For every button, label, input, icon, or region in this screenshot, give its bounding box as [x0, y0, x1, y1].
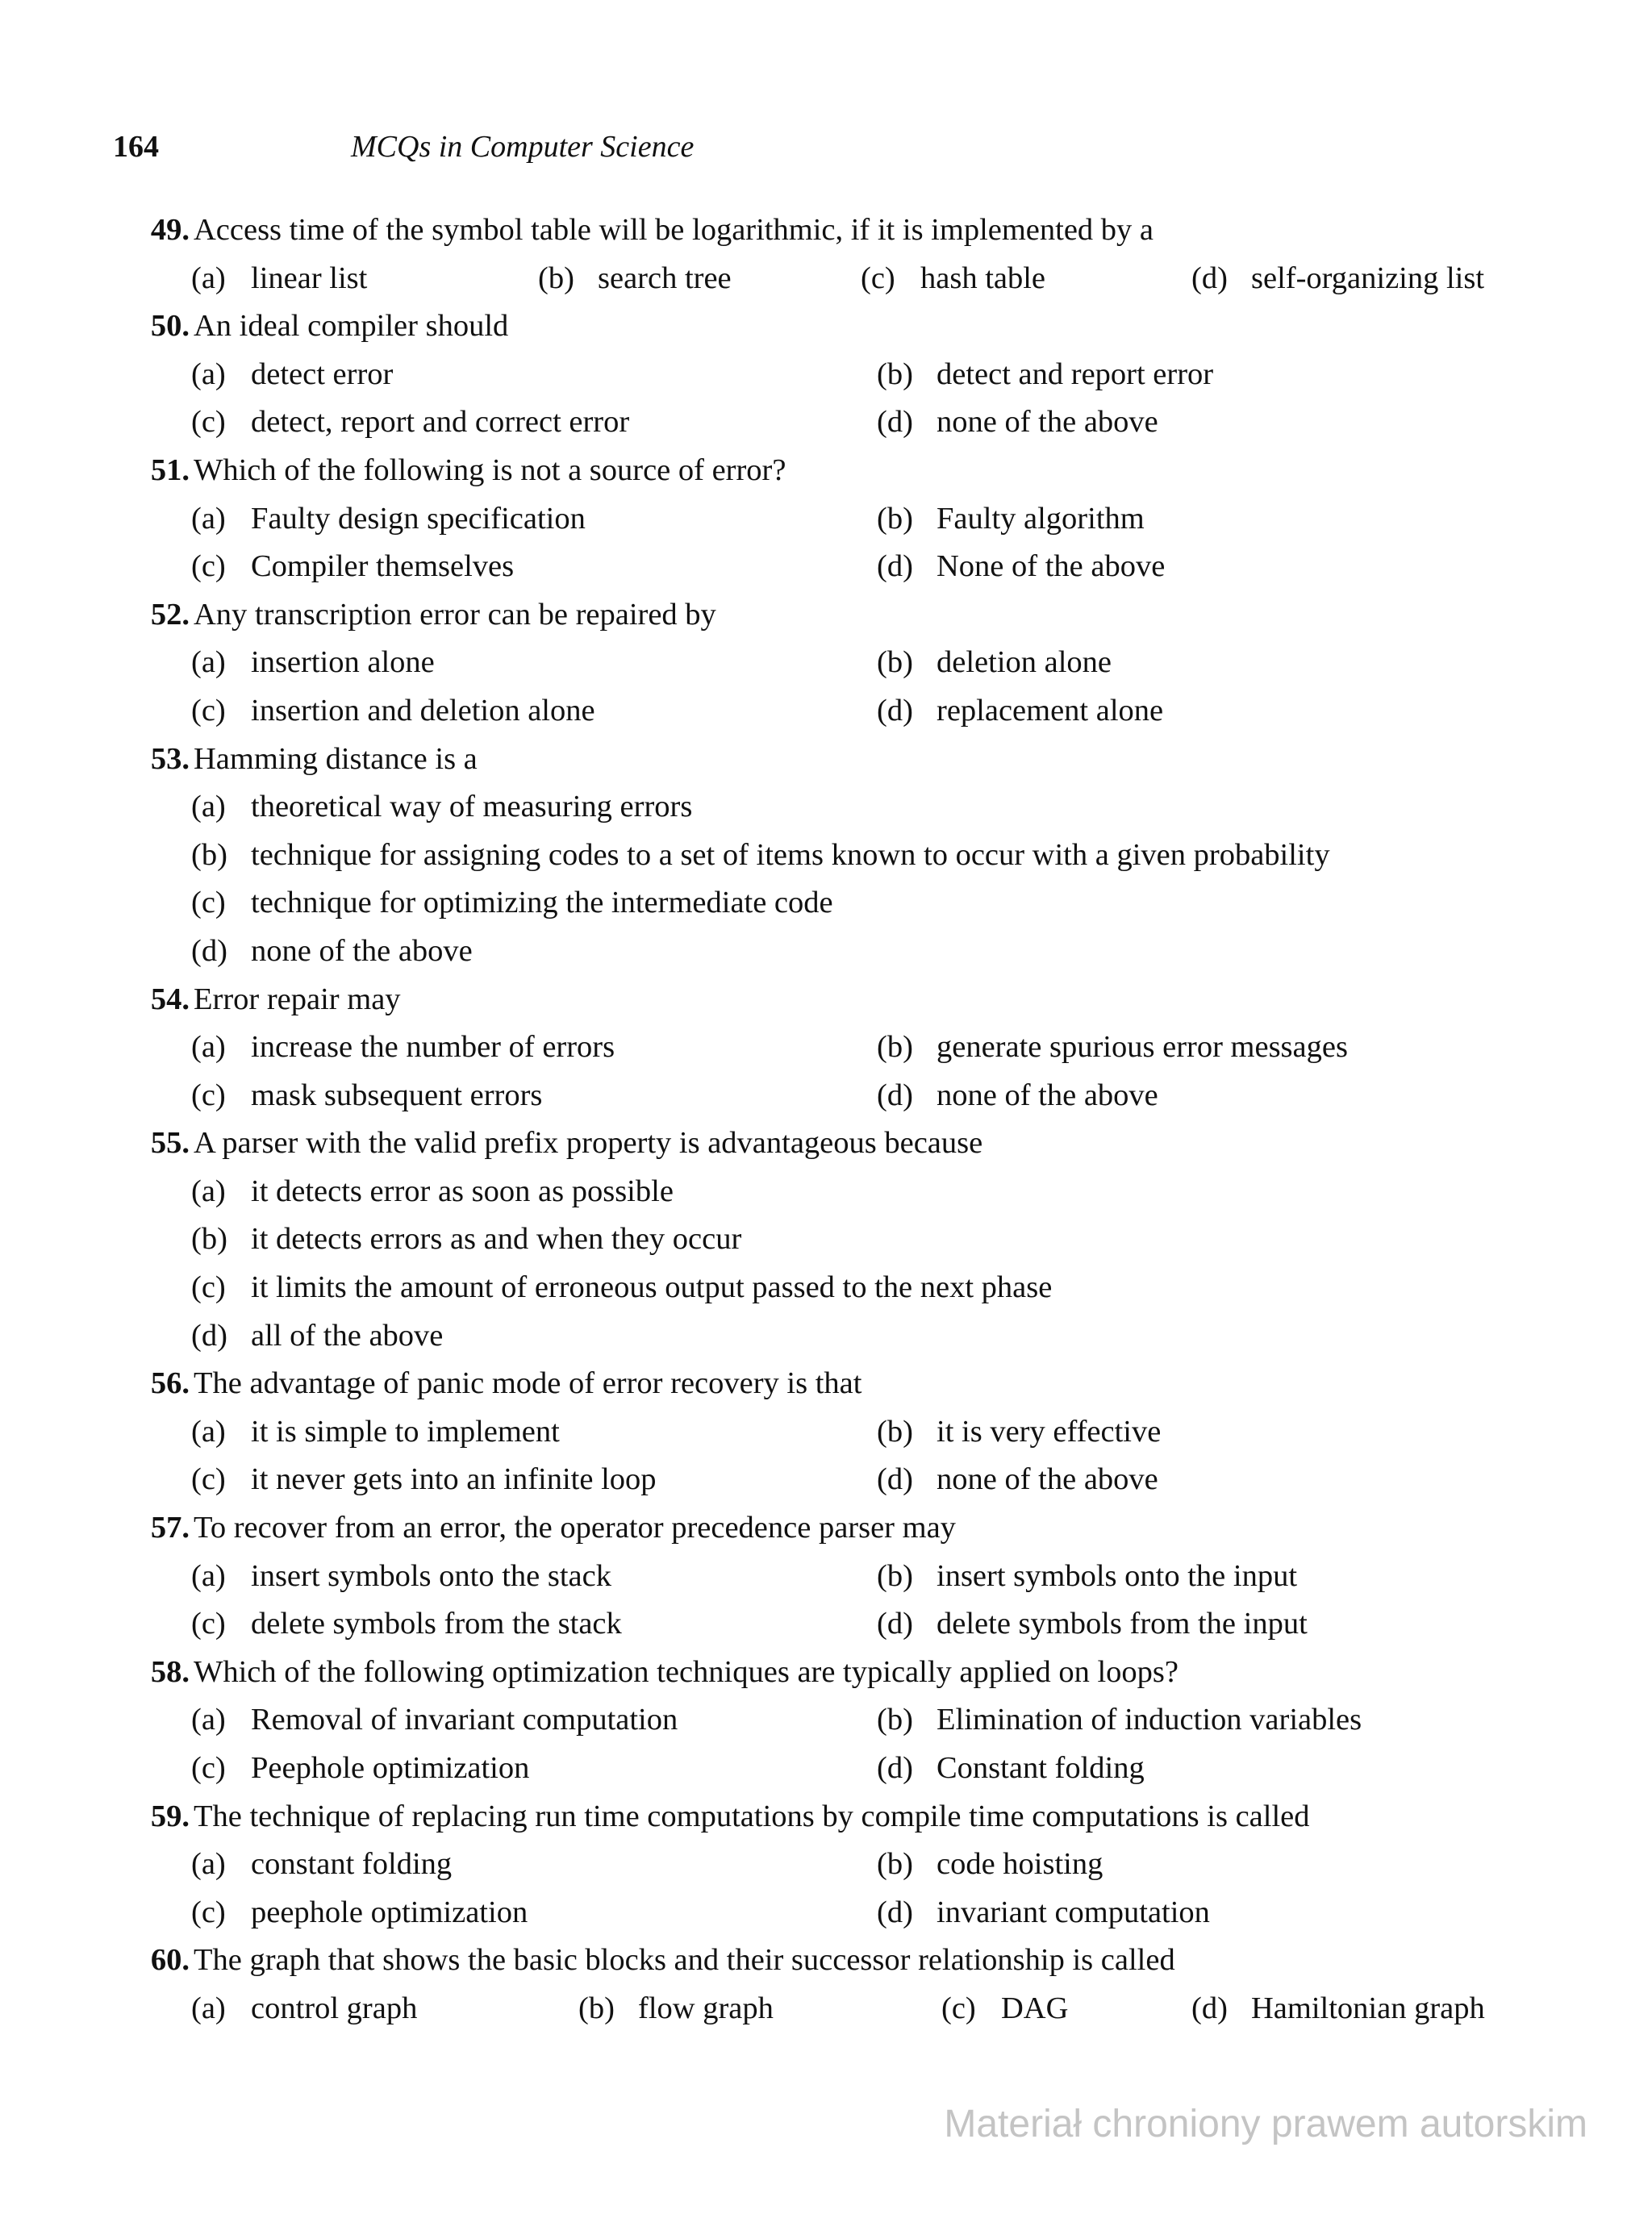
question-text: Error repair may [194, 982, 401, 1016]
option-label: (a) [191, 1847, 226, 1882]
option-text: hash table [920, 261, 1046, 295]
option-label: (d) [1191, 261, 1228, 295]
question-number: 53. [150, 741, 190, 776]
options [121, 1024, 1541, 1120]
question-50 [121, 302, 1541, 447]
option-label: (c) [191, 886, 226, 920]
option-text: technique for optimizing the intermediate code [251, 886, 833, 920]
question-list [121, 206, 1541, 2033]
option-text: it never gets into an infinite loop [251, 1462, 657, 1497]
option-c [191, 1600, 622, 1649]
option-text: None of the above [937, 549, 1166, 584]
option-text: control graph [251, 1991, 418, 2025]
option-text: insertion and deletion alone [251, 693, 595, 728]
question-number: 50. [150, 309, 190, 344]
option-text: Elimination of induction variables [937, 1703, 1362, 1737]
option-text: search tree [598, 261, 732, 295]
question-stem [121, 447, 1541, 495]
question-52 [121, 591, 1541, 736]
page-number: 164 [113, 130, 159, 164]
question-text: Access time of the symbol table will be logarithmic, if it is implemented by a [194, 213, 1154, 247]
options [121, 1553, 1541, 1649]
page-header [113, 129, 1571, 177]
option-b [538, 255, 732, 303]
option-label: (a) [191, 645, 226, 680]
option-text: Faulty algorithm [937, 501, 1145, 536]
question-text: Which of the following is not a source of error? [194, 452, 786, 487]
option-text: Hamiltonian graph [1251, 1991, 1485, 2025]
option-label: (d) [877, 1607, 913, 1641]
option-d [877, 1456, 1158, 1504]
question-text: The advantage of panic mode of error recovery is that [194, 1366, 862, 1401]
option-a [191, 1696, 678, 1745]
option-text: it is simple to implement [251, 1414, 560, 1449]
option-c [861, 255, 1045, 303]
option-a [191, 1408, 560, 1457]
option-label: (b) [877, 357, 913, 391]
option-text: delete symbols from the stack [251, 1607, 622, 1641]
question-stem [121, 1937, 1541, 1985]
question-56 [121, 1360, 1541, 1504]
question-text: The technique of replacing run time computations by compile time computations is called [194, 1799, 1310, 1833]
option-d [1191, 255, 1484, 303]
option-label: (c) [191, 549, 226, 584]
option-c [191, 1889, 528, 1937]
option-text: insert symbols onto the stack [251, 1558, 611, 1593]
option-label: (d) [877, 549, 913, 584]
question-stem [121, 736, 1541, 784]
options [121, 495, 1541, 591]
option-label: (c) [941, 1991, 976, 2025]
option-a [191, 1024, 615, 1072]
option-b [877, 1696, 1362, 1745]
option-a [191, 783, 692, 832]
question-58 [121, 1649, 1541, 1793]
option-a [191, 1168, 674, 1216]
option-label: (d) [877, 405, 913, 440]
option-a [191, 351, 393, 399]
question-stem [121, 1793, 1541, 1841]
option-c [191, 687, 595, 736]
question-stem [121, 1504, 1541, 1553]
option-label: (a) [191, 1991, 226, 2025]
question-number: 54. [150, 982, 190, 1016]
option-text: detect and report error [937, 357, 1214, 391]
option-d [191, 1312, 443, 1361]
option-label: (c) [191, 693, 226, 728]
option-d [877, 398, 1158, 447]
option-label: (a) [191, 261, 226, 295]
question-text: An ideal compiler should [194, 309, 509, 344]
option-text: none of the above [937, 1078, 1158, 1112]
option-label: (d) [877, 693, 913, 728]
option-label: (c) [191, 1751, 226, 1786]
question-49 [121, 206, 1541, 302]
option-label: (b) [191, 837, 227, 872]
question-53 [121, 736, 1541, 976]
question-number: 57. [150, 1511, 190, 1545]
option-text: Compiler themselves [251, 549, 515, 584]
question-59 [121, 1793, 1541, 1937]
option-text: it detects errors as and when they occur [251, 1222, 742, 1257]
option-text: invariant computation [937, 1895, 1210, 1929]
options [121, 1696, 1541, 1792]
running-title: MCQs in Computer Science [351, 130, 695, 164]
option-label: (c) [191, 1607, 226, 1641]
option-b [578, 1985, 774, 2033]
question-55 [121, 1120, 1541, 1360]
option-label: (a) [191, 357, 226, 391]
option-text: generate spurious error messages [937, 1030, 1348, 1065]
option-text: DAG [1001, 1991, 1069, 2025]
question-number: 52. [150, 597, 190, 632]
option-b [877, 1553, 1297, 1601]
option-label: (d) [877, 1751, 913, 1786]
option-text: none of the above [937, 1462, 1158, 1497]
question-stem [121, 302, 1541, 351]
option-b [191, 1215, 741, 1264]
question-number: 55. [150, 1126, 190, 1161]
option-a [191, 1841, 452, 1889]
option-d [877, 543, 1165, 591]
option-a [191, 495, 586, 544]
question-number: 58. [150, 1654, 190, 1689]
option-text: deletion alone [937, 645, 1112, 680]
option-text: Constant folding [937, 1751, 1145, 1786]
option-text: theoretical way of measuring errors [251, 790, 693, 824]
option-label: (b) [877, 1414, 913, 1449]
option-label: (d) [877, 1895, 913, 1929]
option-label: (b) [877, 1847, 913, 1882]
option-text: constant folding [251, 1847, 453, 1882]
question-text: To recover from an error, the operator precedence parser may [194, 1511, 956, 1545]
options [121, 1985, 1541, 2033]
question-text: Any transcription error can be repaired by [194, 597, 716, 632]
option-b [877, 495, 1145, 544]
option-b [877, 639, 1112, 687]
option-text: none of the above [937, 405, 1158, 440]
option-b [191, 832, 1330, 880]
option-d [877, 1889, 1210, 1937]
option-c [941, 1985, 1068, 2033]
question-text: Which of the following optimization techniques are typically applied on loops? [194, 1654, 1179, 1689]
question-57 [121, 1504, 1541, 1649]
option-b [877, 351, 1213, 399]
copyright-watermark: Materiał chroniony prawem autorskim [944, 2103, 1587, 2145]
option-label: (b) [191, 1222, 227, 1257]
option-label: (d) [1191, 1991, 1228, 2025]
option-text: peephole optimization [251, 1895, 528, 1929]
option-d [877, 687, 1163, 736]
option-text: flow graph [638, 1991, 774, 2025]
option-label: (b) [877, 501, 913, 536]
option-label: (a) [191, 1414, 226, 1449]
option-label: (c) [191, 1895, 226, 1929]
option-d [877, 1600, 1308, 1649]
options [121, 1841, 1541, 1937]
option-text: replacement alone [937, 693, 1164, 728]
option-label: (d) [191, 1318, 227, 1353]
option-text: self-organizing list [1251, 261, 1485, 295]
question-stem [121, 1649, 1541, 1697]
option-label: (a) [191, 790, 226, 824]
option-label: (c) [191, 1462, 226, 1497]
option-a [191, 639, 435, 687]
option-label: (b) [578, 1991, 615, 2025]
option-text: Removal of invariant computation [251, 1703, 678, 1737]
option-text: all of the above [251, 1318, 444, 1353]
question-51 [121, 447, 1541, 591]
option-text: code hoisting [937, 1847, 1103, 1882]
options [121, 255, 1541, 303]
option-label: (a) [191, 1174, 226, 1208]
question-60 [121, 1937, 1541, 2033]
options [121, 351, 1541, 447]
option-label: (b) [877, 645, 913, 680]
option-d [191, 928, 473, 976]
option-label: (c) [191, 1270, 226, 1305]
option-a [191, 1553, 611, 1601]
option-text: it limits the amount of erroneous output passed to the next phase [251, 1270, 1053, 1305]
option-b [877, 1024, 1348, 1072]
option-text: mask subsequent errors [251, 1078, 543, 1112]
option-label: (a) [191, 501, 226, 536]
option-label: (c) [191, 405, 226, 440]
options [121, 783, 1541, 975]
question-54 [121, 976, 1541, 1120]
question-number: 59. [150, 1799, 190, 1833]
question-stem [121, 206, 1541, 255]
option-c [191, 1072, 542, 1120]
question-stem [121, 976, 1541, 1024]
question-number: 51. [150, 452, 190, 487]
option-b [877, 1841, 1103, 1889]
question-stem [121, 1120, 1541, 1168]
option-label: (d) [877, 1462, 913, 1497]
option-text: delete symbols from the input [937, 1607, 1308, 1641]
option-a [191, 1985, 417, 2033]
option-label: (b) [877, 1558, 913, 1593]
option-c [191, 879, 833, 928]
option-text: detect error [251, 357, 394, 391]
option-c [191, 1456, 657, 1504]
option-text: none of the above [251, 933, 473, 968]
option-label: (d) [191, 933, 227, 968]
option-d [877, 1745, 1145, 1793]
option-text: insertion alone [251, 645, 435, 680]
option-text: Peephole optimization [251, 1751, 530, 1786]
option-text: technique for assigning codes to a set of items known to occur with a given probability [251, 837, 1330, 872]
options [121, 639, 1541, 735]
option-label: (a) [191, 1030, 226, 1065]
option-c [191, 1264, 1052, 1312]
option-label: (c) [191, 1078, 226, 1112]
option-text: it detects error as soon as possible [251, 1174, 674, 1208]
option-label: (b) [877, 1703, 913, 1737]
option-text: detect, report and correct error [251, 405, 630, 440]
option-text: increase the number of errors [251, 1030, 615, 1065]
question-number: 56. [150, 1366, 190, 1401]
option-text: insert symbols onto the input [937, 1558, 1298, 1593]
option-d [1191, 1985, 1485, 2033]
question-text: The graph that shows the basic blocks and their successor relationship is called [194, 1943, 1175, 1978]
option-c [191, 1745, 529, 1793]
option-label: (a) [191, 1558, 226, 1593]
option-label: (b) [538, 261, 574, 295]
option-text: Faulty design specification [251, 501, 586, 536]
question-text: A parser with the valid prefix property is advantageous because [194, 1126, 983, 1161]
option-label: (d) [877, 1078, 913, 1112]
option-b [877, 1408, 1161, 1457]
option-label: (b) [877, 1030, 913, 1065]
option-c [191, 398, 629, 447]
question-number: 60. [150, 1943, 190, 1978]
option-label: (c) [861, 261, 895, 295]
option-d [877, 1072, 1158, 1120]
option-c [191, 543, 514, 591]
options [121, 1408, 1541, 1504]
option-text: linear list [251, 261, 368, 295]
question-stem [121, 591, 1541, 640]
option-a [191, 255, 367, 303]
question-stem [121, 1360, 1541, 1408]
option-label: (a) [191, 1703, 226, 1737]
option-text: it is very effective [937, 1414, 1162, 1449]
options [121, 1168, 1541, 1360]
question-text: Hamming distance is a [194, 741, 478, 776]
question-number: 49. [150, 213, 190, 247]
